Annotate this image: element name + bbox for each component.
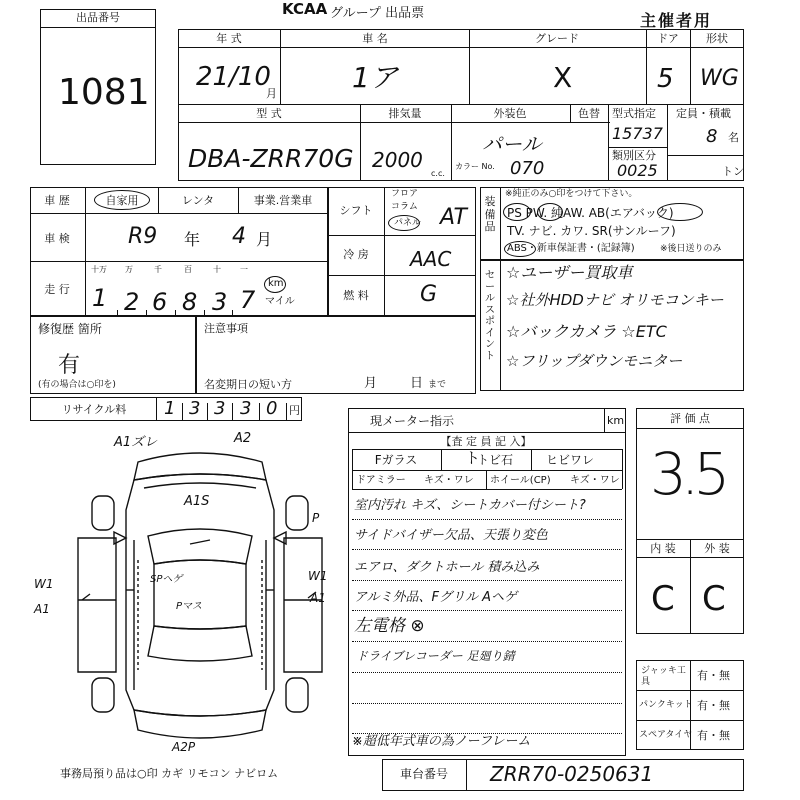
glass-label: Fガラス [374, 453, 418, 467]
car-name-label: 車 名 [362, 32, 388, 45]
glass-hibiware: ヒビワレ [546, 453, 595, 467]
displacement-label: 排気量 [388, 107, 422, 120]
type-designation-label: 型式指定 [612, 107, 656, 120]
score-value: 3.5 [650, 440, 725, 508]
interior-label: 内 装 [650, 542, 676, 555]
equipment-label: 装備品 [484, 195, 496, 234]
glass-tobiishi: トビ石 [477, 453, 514, 467]
spare-value: 有・無 [697, 729, 730, 742]
color-no-label: カラー No. [455, 162, 495, 171]
equipment-line-3: ABS・新車保証書・(記録簿) [507, 243, 635, 254]
category-value: 0025 [617, 161, 658, 180]
equipment-ps-circle [503, 203, 531, 221]
mileage-digit-0: 1 [92, 284, 108, 312]
puncture-value: 有・無 [697, 699, 730, 712]
history-selected-circle [94, 190, 150, 210]
brand-logo: KCAA [282, 0, 328, 18]
repair-label: 修復歴 箇所 [38, 322, 102, 336]
sales-points-label: セールスポイント [485, 270, 495, 362]
shift-option-panel: パネル [394, 218, 422, 228]
capacity-label: 定員・積載 [676, 107, 731, 120]
mileage-digit-label-100k: 十万 [91, 265, 107, 274]
inspector-header: 【査 定 員 記 入】 [440, 435, 532, 448]
car-name-value: 1ア [352, 61, 398, 94]
capacity-value: 8 [706, 126, 718, 147]
inspection-month: 4 [232, 224, 246, 249]
mirror-value: キズ・ワレ [424, 475, 474, 486]
diagram-mark-right-w1: W1 [308, 569, 328, 583]
meter-unit: km [607, 414, 625, 427]
model-value: DBA-ZRR70G [188, 144, 354, 173]
name-change-until: まで [428, 380, 447, 390]
category-label: 類別区分 [612, 149, 656, 162]
shift-option-column: コラム [391, 202, 418, 212]
body-type-value: WG [700, 66, 739, 91]
inspector-note-2: サイドバイザー欠品、天張り変色 [354, 528, 548, 543]
fuel-label: 燃 料 [343, 289, 369, 302]
organizer-label: 主催者用 [640, 11, 713, 30]
mileage-digit-label-100: 百 [184, 265, 192, 274]
inspection-year-unit: 年 [184, 230, 201, 249]
inspection-era: R9 [128, 224, 158, 249]
form-title: グループ 出品票 [330, 6, 425, 21]
model-label: 型 式 [256, 107, 282, 120]
chassis-label: 車台番号 [399, 767, 449, 781]
mileage-label: 走 行 [44, 283, 70, 296]
mileage-digit-label-1: 一 [240, 265, 248, 274]
name-change-month: 月 [364, 376, 378, 391]
color-no-value: 070 [510, 158, 545, 179]
equipment-pw-circle [537, 203, 563, 221]
sales-point-3: ☆バックカメラ ☆ETC [506, 322, 667, 341]
sales-point-2: ☆社外HDDナビ オリモコンキー [506, 291, 724, 309]
doors-value: 5 [657, 64, 674, 94]
body-type-label: 形状 [706, 32, 728, 45]
ac-value: AAC [410, 247, 452, 271]
sales-point-1: ☆ユーザー買取車 [506, 263, 633, 282]
ac-label: 冷 房 [343, 248, 369, 261]
meter-label: 現メーター指示 [370, 414, 455, 428]
inspector-bottom-note: ※超低年式車の為ノーフレーム [352, 734, 531, 749]
diagram-mark-rear: A2P [172, 740, 196, 754]
wheel-label: ホイール(CP) [490, 475, 551, 486]
doors-label: ドア [657, 32, 679, 45]
lot-number: 1081 [58, 72, 150, 113]
interior-score: C [651, 579, 675, 619]
sales-point-4: ☆フリップダウンモニター [506, 352, 683, 370]
ton-unit: トン [722, 165, 744, 178]
inspection-label: 車 検 [44, 232, 70, 245]
recycle-digit-4: 0 [266, 398, 278, 419]
exterior-score: C [702, 579, 726, 619]
inspection-month-unit: 月 [256, 230, 273, 249]
diagram-mark-roof-left: SPヘゲ [150, 574, 183, 585]
inspector-note-5: 左電格 ⊗ [354, 616, 425, 636]
score-label: 評 価 点 [670, 412, 710, 425]
year-value: 21/10 [196, 62, 271, 92]
inspector-note-3: エアロ、ダクトホール 積み込み [354, 560, 540, 575]
color-label: 外装色 [493, 107, 527, 120]
shift-panel-circle [388, 215, 420, 231]
history-option-business[interactable]: 事業.営業車 [253, 194, 313, 207]
equipment-airbag-circle [657, 203, 703, 221]
repair-value: 有 [58, 353, 81, 378]
equipment-line-3-note: ※後日送りのみ [660, 244, 722, 254]
year-label: 年 式 [216, 32, 242, 45]
history-label: 車 歴 [44, 194, 70, 207]
mileage-digit-5: 7 [240, 286, 256, 314]
shift-label: シフト [339, 204, 373, 217]
diagram-mark-right-a1: A1 [310, 591, 326, 605]
recycle-digit-3: 3 [240, 398, 252, 419]
grade-label: グレード [535, 32, 579, 45]
puncture-label: パンクキット [639, 700, 693, 710]
car-damage-diagram [60, 440, 340, 760]
capacity-unit: 名 [728, 131, 739, 144]
equipment-line-2: TV. ナビ. カワ. SR(サンルーフ) [507, 224, 676, 238]
displacement-value: 2000 [372, 148, 423, 172]
fuel-value: G [420, 282, 438, 307]
lot-number-header: 出品番号 [76, 11, 120, 24]
mirror-label: ドアミラー [356, 475, 406, 486]
inspector-note-6: ドライブレコーダー 足廻り錆 [356, 649, 515, 663]
chassis-value: ZRR70-0250631 [490, 762, 654, 786]
color-change-label: 色替 [578, 107, 600, 120]
inspector-note-4: アルミ外品、Fグリル Aヘゲ [354, 590, 517, 605]
mileage-digit-1: 2 [124, 288, 140, 316]
diagram-mark-right-fender: P [312, 511, 320, 525]
grade-value: X [553, 61, 573, 94]
spare-label: スペアタイヤ [639, 730, 693, 740]
cc-unit: c.c. [431, 169, 445, 178]
recycle-unit: 円 [289, 404, 300, 417]
mileage-digit-label-10k: 万 [125, 265, 133, 274]
mileage-digit-4: 3 [212, 288, 228, 316]
recycle-digit-1: 3 [189, 398, 201, 419]
history-option-private[interactable]: 自家用 [105, 194, 139, 207]
mileage-digit-label-10: 十 [213, 265, 221, 274]
equipment-abs-circle [504, 241, 536, 257]
repair-note: (有の場合は○印を) [38, 380, 116, 390]
name-change-label: 名変期日の短い方 [204, 378, 292, 391]
equipment-line-1: PS PW. 純AW. AB(エアバック) [507, 206, 674, 220]
name-change-day: 日 [410, 376, 424, 391]
recycle-label: リサイクル料 [61, 403, 127, 416]
mileage-unit-mile: マイル [265, 296, 295, 307]
diagram-footer: 事務局預り品は○印 カギ リモコン ナビロム [60, 767, 279, 780]
shift-option-floor: フロア [391, 189, 419, 199]
diagram-mark-left-w1: W1 [34, 577, 54, 591]
recycle-digit-2: 3 [214, 398, 226, 419]
wheel-value: キズ・ワレ [570, 475, 620, 486]
diagram-mark-left-a1: A1 [34, 602, 50, 616]
mileage-digit-label-1k: 千 [154, 265, 162, 274]
inspector-note-1: 室内汚れ キズ、シートカバー付シート? [354, 498, 586, 513]
jack-value: 有・無 [697, 669, 730, 682]
caution-label: 注意事項 [204, 322, 248, 335]
history-option-rental[interactable]: レンタ [181, 194, 215, 207]
recycle-digit-0: 1 [164, 398, 176, 419]
mileage-digit-2: 6 [152, 288, 168, 316]
equipment-note: ※純正のみ○印をつけて下さい。 [505, 189, 638, 199]
month-unit: 月 [266, 87, 277, 100]
exterior-label: 外 装 [704, 542, 730, 555]
glass-tobiishi-mark: ト [465, 449, 481, 467]
diagram-mark-front-left: A1ズレ [114, 435, 158, 450]
mileage-digit-3: 8 [182, 288, 198, 316]
mileage-unit-km: km [268, 278, 284, 289]
type-designation-value: 15737 [612, 124, 663, 143]
diagram-mark-front-right: A2 [234, 431, 252, 446]
shift-value: AT [440, 205, 467, 230]
diagram-mark-roof: Pマス [176, 601, 203, 612]
color-value: パール [482, 132, 542, 156]
diagram-mark-hood: A1S [184, 494, 210, 509]
jack-label: ジャッキ工具 [641, 666, 686, 687]
